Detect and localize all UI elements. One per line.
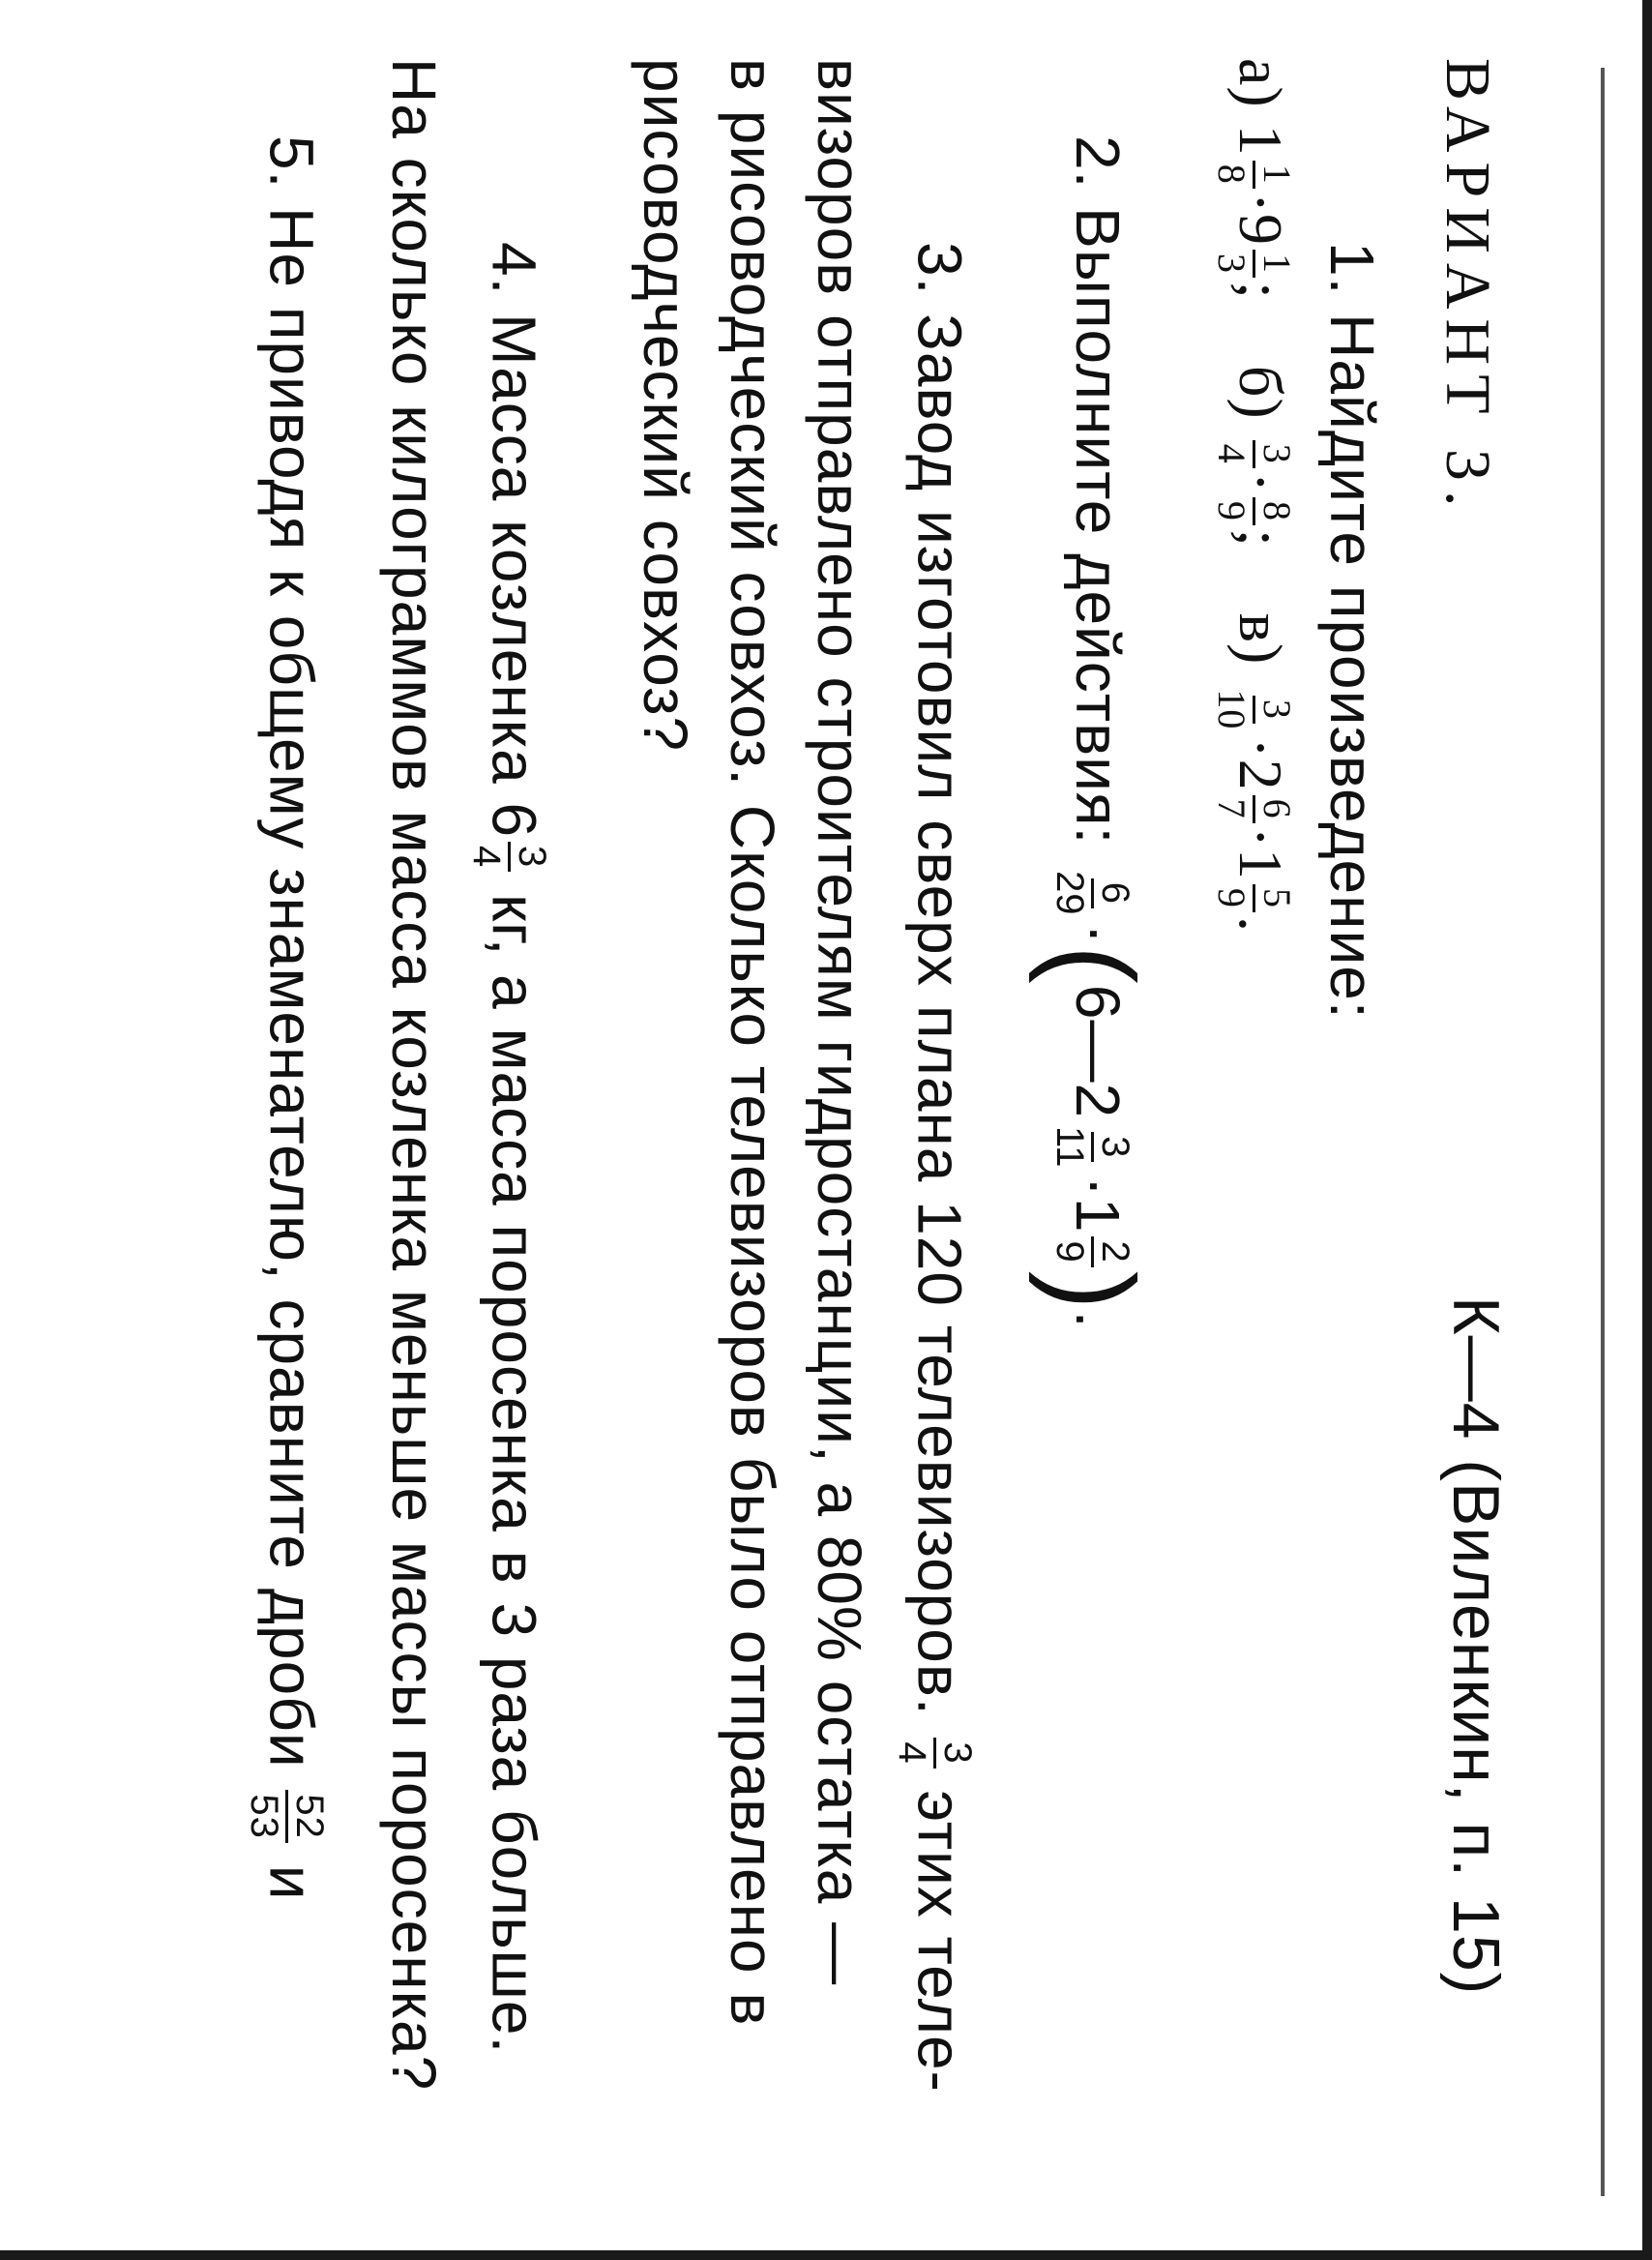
task1-a-frac2: 1 3	[1212, 250, 1296, 278]
rotated-worksheet	[87, 58, 1513, 2186]
task4-number: 4.	[479, 242, 549, 296]
task3-number: 3.	[904, 242, 975, 296]
task2-whole2: 6	[1063, 984, 1134, 1021]
task5-line: 5. Не приводя к общему знаменателю, сравните дроби 52 53 и	[243, 135, 331, 1901]
task4-whole: 6	[479, 802, 549, 839]
task2-frac3: 3 11	[1048, 1126, 1137, 1169]
task3-line4: рисоводческий совхоз?	[631, 58, 700, 753]
task1-c-whole2: 2	[1225, 758, 1295, 791]
task5-number: 5.	[256, 135, 327, 190]
task1-a-whole2: 9	[1225, 214, 1295, 247]
task1-heading	[1317, 242, 1387, 1020]
task1-a-frac1: 1 8	[1212, 161, 1296, 189]
close-paren: )	[1028, 1270, 1158, 1311]
scan-border-right	[1642, 0, 1652, 2260]
task2-whole4: 1	[1063, 1197, 1134, 1234]
task1-c-frac1: 3 10	[1210, 689, 1299, 730]
task3-line2: визоров отправлено строителям гидростанции, а 80% остатка —	[805, 58, 874, 1986]
task1-expressions: а) 1 1 8 ·9 1 3 ; б) 3 4 · 8 9 ; в) 3 10 ·2 6 7 ·1 5 9 .	[1210, 58, 1299, 933]
task3-line1: 3. Завод изготовил сверх плана 120 телевизоров. 3 4 этих теле-	[891, 242, 979, 2093]
task4-line1: 4. Масса козленка 6 3 4 кг, а масса поросенка в 3 раза больше.	[465, 242, 553, 2055]
task2-number: 2.	[1063, 135, 1134, 190]
task2-whole3: 2	[1063, 1083, 1134, 1119]
task1-b-frac2: 8 9	[1212, 497, 1296, 525]
task2-frac1: 6 29	[1048, 871, 1137, 916]
task1-a-whole1: 1	[1225, 124, 1295, 157]
task1-b-label: б)	[1225, 365, 1295, 420]
task2-frac4: 2 9	[1051, 1236, 1136, 1266]
task4-line2: На сколько килограммов масса козленка меньше массы поросенка?	[379, 58, 449, 2092]
task1-text: Найдите произведение:	[1317, 313, 1387, 1020]
task5-frac: 52 53	[245, 1790, 329, 1843]
task4-frac: 3 4	[467, 842, 551, 872]
task2-text: Выполните действия:	[1063, 207, 1134, 846]
task1-c-label: в)	[1225, 612, 1295, 666]
variant-title: ВАРИАНТ 3.	[1432, 58, 1503, 517]
scan-fold-line	[1601, 68, 1605, 2196]
task2-line: 2. Выполните действия: 6 29 ·(6—2 3 11 ·1 2 9 ).	[1028, 135, 1158, 1329]
task1-c-frac3: 5 9	[1212, 884, 1296, 912]
task1-c-whole3: 1	[1225, 848, 1295, 880]
task3-frac: 3 4	[893, 1738, 977, 1768]
test-reference: К—4 (Виленкин, п. 15)	[1439, 1296, 1513, 1996]
open-paren: (	[1028, 944, 1158, 985]
task1-number: 1.	[1317, 242, 1387, 296]
task1-c-frac2: 6 7	[1212, 795, 1296, 823]
task1-b-frac1: 3 4	[1212, 440, 1296, 468]
scan-border-bottom	[0, 2250, 1652, 2260]
task1-a-label: а)	[1225, 58, 1295, 108]
task3-line3: в рисоводческий совхоз. Сколько телевизоров было отправлено в	[718, 58, 787, 2027]
